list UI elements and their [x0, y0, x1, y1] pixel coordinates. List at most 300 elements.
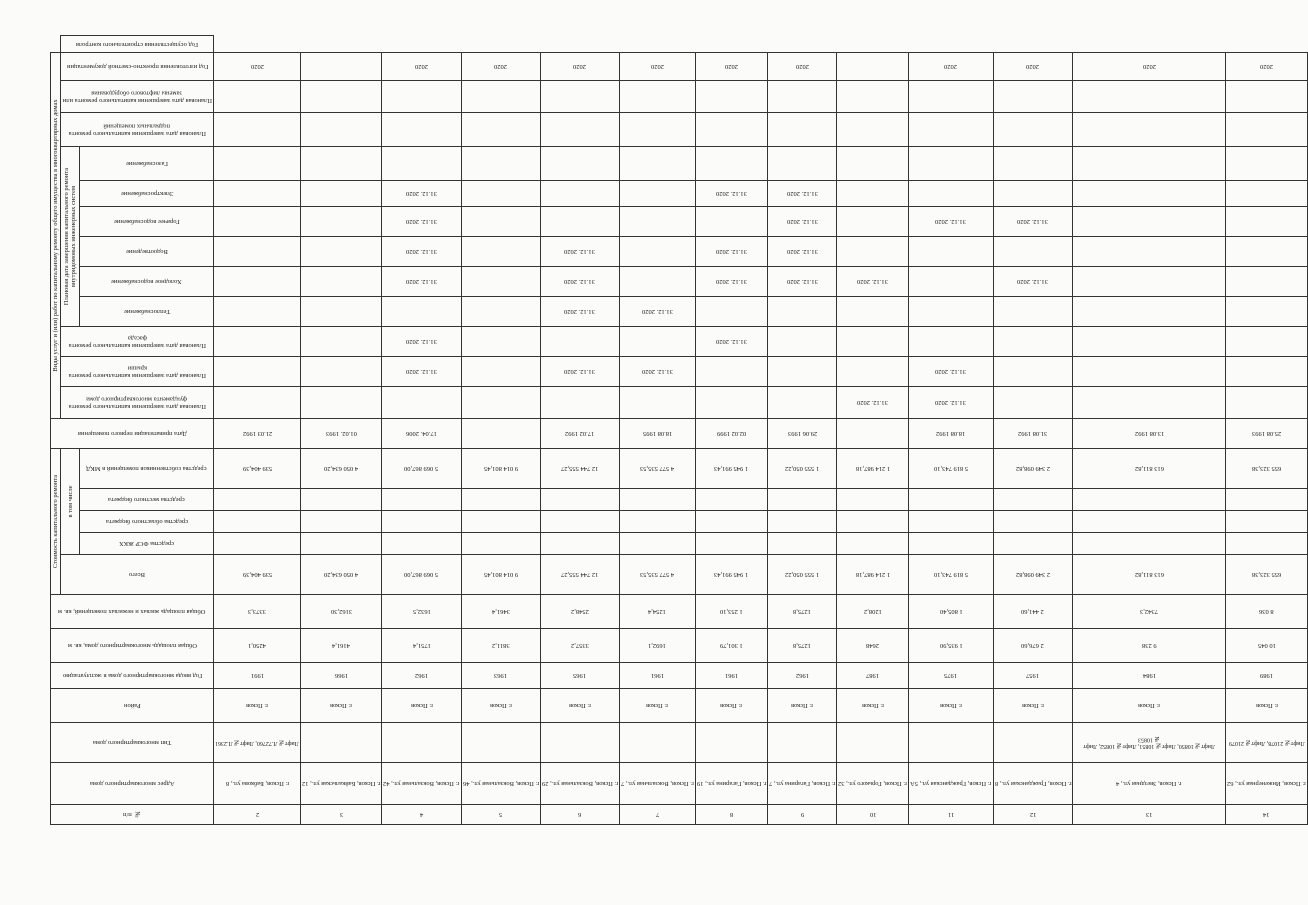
- row-sewer: [1073, 237, 1226, 267]
- row-total-area: 1 935,90: [909, 629, 993, 663]
- row-hot-water: [300, 207, 382, 237]
- row-basement: [909, 113, 993, 147]
- row-cost-region: [300, 511, 382, 533]
- row-lift: [1073, 81, 1226, 113]
- row-lift: [909, 81, 993, 113]
- row-cost-fund: [540, 533, 619, 555]
- row-total-area: 3811,2: [461, 629, 540, 663]
- row-facade: [909, 327, 993, 357]
- row-gas: [695, 147, 768, 181]
- row-living-area: 1208,2: [837, 595, 909, 629]
- row-hot-water: [540, 207, 619, 237]
- row-gas: [619, 147, 695, 181]
- row-cost-fund: [1073, 533, 1226, 555]
- row-type: [909, 723, 993, 763]
- row-total-area: 2 676,60: [993, 629, 1073, 663]
- row-living-area: 1275,8: [768, 595, 837, 629]
- row-type: [768, 723, 837, 763]
- row-living-area: 8 036: [1226, 595, 1308, 629]
- row-basement: [461, 113, 540, 147]
- row-roof: 31.12. 2020: [540, 357, 619, 387]
- row-heat: 31.12. 2020: [540, 297, 619, 327]
- row-cost-owners: 9 014 801,45: [461, 449, 540, 489]
- col-incl: в том числе: [61, 449, 80, 555]
- row-year: 1984: [1073, 663, 1226, 689]
- row-project-year: [300, 52, 382, 80]
- row-foundation: [382, 387, 461, 419]
- row-cold-water: 31.12. 2020: [768, 267, 837, 297]
- row-num: 14: [1226, 805, 1308, 825]
- row-gas: [214, 147, 301, 181]
- row-heat: 31.12. 2020: [619, 297, 695, 327]
- row-foundation: [540, 387, 619, 419]
- row-privat-date: 17.02 1992: [540, 419, 619, 449]
- row-hot-water: 31.12. 2020: [909, 207, 993, 237]
- row-cost-owners: 1 555 050,22: [768, 449, 837, 489]
- row-living-area: 1632,5: [382, 595, 461, 629]
- row-hot-water: 31.12. 2020: [993, 207, 1073, 237]
- row-cost-owners: 4 050 634,20: [300, 449, 382, 489]
- row-heat: [768, 297, 837, 327]
- row-cost-local: [993, 489, 1073, 511]
- row-cost-fund: [1226, 533, 1308, 555]
- row-lift: [382, 81, 461, 113]
- row-gas: [993, 147, 1073, 181]
- row-privat-date: 29.06 1993: [768, 419, 837, 449]
- row-roof: 31.12. 2020: [619, 357, 695, 387]
- row-num: 11: [909, 805, 993, 825]
- row-sewer: [1226, 237, 1308, 267]
- row-heat: [1073, 297, 1226, 327]
- row-facade: [540, 327, 619, 357]
- col-lift: Плановая дата завершения капитального ремонта или замены лифтового оборудования: [61, 81, 214, 113]
- row-electric: [993, 181, 1073, 207]
- row-hot-water: [695, 207, 768, 237]
- row-sewer: 31.12. 2020: [768, 237, 837, 267]
- row-cold-water: [1073, 267, 1226, 297]
- row-cost-region: [619, 511, 695, 533]
- row-privat-date: 31.08 1992: [993, 419, 1073, 449]
- row-num: 9: [768, 805, 837, 825]
- row-roof: [1226, 357, 1308, 387]
- row-foundation: [461, 387, 540, 419]
- row-cost-fund: [300, 533, 382, 555]
- row-privat-date: [837, 419, 909, 449]
- row-electric: [461, 181, 540, 207]
- row-cost-fund: [695, 533, 768, 555]
- col-address: Адрес многоквартирного дома: [51, 763, 214, 805]
- row-cost-local: [619, 489, 695, 511]
- row-heat: [837, 297, 909, 327]
- row-foundation: 31.12. 2020: [837, 387, 909, 419]
- row-electric: 31.12. 2020: [382, 181, 461, 207]
- row-hot-water: [1073, 207, 1226, 237]
- row-roof: 31.12. 2020: [909, 357, 993, 387]
- row-year: 1961: [619, 663, 695, 689]
- row-basement: [300, 113, 382, 147]
- row-heat: [382, 297, 461, 327]
- row-basement: [1226, 113, 1308, 147]
- col-privat-date: Дата приватизации первого помещения: [51, 419, 214, 449]
- row-cost-local: [768, 489, 837, 511]
- row-foundation: [993, 387, 1073, 419]
- row-facade: [300, 327, 382, 357]
- row-cold-water: 31.12. 2020: [540, 267, 619, 297]
- row-address: г. Псков, Бабкова ул., 8: [214, 763, 301, 805]
- row-cost-region: [993, 511, 1073, 533]
- row-roof: [461, 357, 540, 387]
- row-type: Лифт №Л.72760, Лифт №Л.2361: [214, 723, 301, 763]
- row-basement: [540, 113, 619, 147]
- row-cost-total: 4 050 634,20: [300, 555, 382, 595]
- col-cost-region: средства областного бюджета: [80, 511, 214, 533]
- row-cost-owners: 4 577 535,53: [619, 449, 695, 489]
- row-type: [837, 723, 909, 763]
- row-cost-owners: 2 349 098,82: [993, 449, 1073, 489]
- row-living-area: 2 441,60: [993, 595, 1073, 629]
- col-roof: Плановая дата завершения капитального ремонта крыши: [61, 357, 214, 387]
- row-privat-date: 02.02 1999: [695, 419, 768, 449]
- row-cost-fund: [909, 533, 993, 555]
- row-address: г. Псков, Вокзальная ул., 42: [382, 763, 461, 805]
- row-sewer: [909, 237, 993, 267]
- row-num: 10: [837, 805, 909, 825]
- row-year: 1966: [300, 663, 382, 689]
- row-cost-fund: [382, 533, 461, 555]
- col-cost-group: Стоимость капитального ремонта: [51, 449, 61, 595]
- row-roof: [837, 357, 909, 387]
- row-foundation: [619, 387, 695, 419]
- row-cost-owners: 5 819 743,10: [909, 449, 993, 489]
- row-cost-owners: 12 744 555,27: [540, 449, 619, 489]
- row-address: г. Псков, Инженерная ул., 62: [1226, 763, 1308, 805]
- row-living-area: 1 805,40: [909, 595, 993, 629]
- row-cost-local: [214, 489, 301, 511]
- table-header: [51, 36, 214, 825]
- row-type: Лифт №10850, Лифт №10851, Лифт №10852, Лифт №10853: [1073, 723, 1226, 763]
- row-cost-fund: [837, 533, 909, 555]
- row-type: [382, 723, 461, 763]
- row-gas: [540, 147, 619, 181]
- row-gas: [300, 147, 382, 181]
- row-electric: [540, 181, 619, 207]
- row-address: г. Псков, Гражданская ул., 8: [993, 763, 1073, 805]
- table-row: [619, 36, 695, 825]
- row-hot-water: 31.12. 2020: [768, 207, 837, 237]
- row-cost-local: [540, 489, 619, 511]
- col-type: Тип многоквартирного дома: [51, 723, 214, 763]
- row-total-area: 2648: [837, 629, 909, 663]
- row-cost-region: [1226, 511, 1308, 533]
- row-roof: [214, 357, 301, 387]
- row-cost-total: 5 819 743,10: [909, 555, 993, 595]
- row-facade: [1073, 327, 1226, 357]
- row-roof: [1073, 357, 1226, 387]
- row-sewer: [461, 237, 540, 267]
- row-cost-local: [1073, 489, 1226, 511]
- row-privat-date: 13.08 1992: [1073, 419, 1226, 449]
- row-cost-owners: 539 404,39: [214, 449, 301, 489]
- row-privat-date: 18.08 1995: [619, 419, 695, 449]
- row-project-year: 2020: [993, 52, 1073, 80]
- row-electric: 31.12. 2020: [768, 181, 837, 207]
- row-total-area: 9 238: [1073, 629, 1226, 663]
- row-lift: [993, 81, 1073, 113]
- row-lift: [214, 81, 301, 113]
- row-privat-date: 21.03 1992: [214, 419, 301, 449]
- row-electric: [1226, 181, 1308, 207]
- row-total-area: 1 301,79: [695, 629, 768, 663]
- row-sewer: 31.12. 2020: [695, 237, 768, 267]
- row-cold-water: 31.12. 2020: [837, 267, 909, 297]
- row-total-area: 4161,4: [300, 629, 382, 663]
- row-cost-owners: 1 214 987,18: [837, 449, 909, 489]
- row-cost-region: [695, 511, 768, 533]
- row-basement: [619, 113, 695, 147]
- row-cost-local: [382, 489, 461, 511]
- row-cost-total: 4 577 535,53: [619, 555, 695, 595]
- row-hot-water: [214, 207, 301, 237]
- row-project-year: 2020: [909, 52, 993, 80]
- row-district: г. Псков: [300, 689, 382, 723]
- row-address: г. Псков, Байкальская ул., 12: [300, 763, 382, 805]
- row-cold-water: [300, 267, 382, 297]
- row-cost-fund: [461, 533, 540, 555]
- row-num: 3: [300, 805, 382, 825]
- row-district: г. Псков: [909, 689, 993, 723]
- row-gas: [837, 147, 909, 181]
- row-address: г. Псков, Звездная ул., 4: [1073, 763, 1226, 805]
- row-address: г. Псков, Гагарина ул., 7: [768, 763, 837, 805]
- row-cost-total: 5 069 867,00: [382, 555, 461, 595]
- row-cost-total: 539 404,39: [214, 555, 301, 595]
- row-cold-water: [1226, 267, 1308, 297]
- col-gas: Газоснабжение: [80, 147, 214, 181]
- row-district: г. Псков: [1073, 689, 1226, 723]
- row-basement: [214, 113, 301, 147]
- col-control-year: Год осуществления строительного контроля: [61, 36, 214, 53]
- row-basement: [1073, 113, 1226, 147]
- row-hot-water: [619, 207, 695, 237]
- row-living-area: 1254,4: [619, 595, 695, 629]
- row-gas: [1073, 147, 1226, 181]
- row-lift: [540, 81, 619, 113]
- row-project-year: 2020: [619, 52, 695, 80]
- row-num: 5: [461, 805, 540, 825]
- col-heat: Теплоснабжение: [80, 297, 214, 327]
- row-facade: 31.12. 2020: [382, 327, 461, 357]
- row-cost-owners: 5 069 867,00: [382, 449, 461, 489]
- row-total-area: 1751,4: [382, 629, 461, 663]
- row-heat: [461, 297, 540, 327]
- row-num: 12: [993, 805, 1073, 825]
- row-privat-date: 01.02. 1993: [300, 419, 382, 449]
- col-basement: Плановая дата завершения капитального ремонта подвальных помещений: [61, 113, 214, 147]
- row-cost-fund: [768, 533, 837, 555]
- row-type: [300, 723, 382, 763]
- row-living-area: 7342,3: [1073, 595, 1226, 629]
- row-num: 2: [214, 805, 301, 825]
- row-num: 8: [695, 805, 768, 825]
- row-total-area: 1275,8: [768, 629, 837, 663]
- col-district: Район: [51, 689, 214, 723]
- row-type: [540, 723, 619, 763]
- row-cost-region: [214, 511, 301, 533]
- col-cost-owners: средства собственников помещений в МКД: [80, 449, 214, 489]
- row-cost-local: [1226, 489, 1308, 511]
- row-district: г. Псков: [695, 689, 768, 723]
- row-project-year: 2020: [540, 52, 619, 80]
- row-address: г. Псков, Вокзальная ул., 29: [540, 763, 619, 805]
- row-district: г. Псков: [214, 689, 301, 723]
- row-cold-water: 31.12. 2020: [993, 267, 1073, 297]
- row-lift: [768, 81, 837, 113]
- row-cost-region: [768, 511, 837, 533]
- row-sewer: 31.12. 2020: [540, 237, 619, 267]
- row-privat-date: 25.08 1993: [1226, 419, 1308, 449]
- row-heat: [1226, 297, 1308, 327]
- row-cost-region: [837, 511, 909, 533]
- row-district: г. Псков: [461, 689, 540, 723]
- col-year-built: Год ввода многоквартирного дома в эксплуатацию: [51, 663, 214, 689]
- col-facade: Плановая дата завершения капитального ремонта фасада: [61, 327, 214, 357]
- row-gas: [909, 147, 993, 181]
- row-sewer: 31.12. 2020: [382, 237, 461, 267]
- row-project-year: 2020: [1226, 52, 1308, 80]
- row-facade: [837, 327, 909, 357]
- row-type: Лифт №21078, Лифт №21079: [1226, 723, 1308, 763]
- table-row: [540, 36, 619, 825]
- row-hot-water: [837, 207, 909, 237]
- row-cost-local: [695, 489, 768, 511]
- row-privat-date: 17.04. 2006: [382, 419, 461, 449]
- row-cold-water: [461, 267, 540, 297]
- row-year: 1975: [909, 663, 993, 689]
- row-roof: [695, 357, 768, 387]
- table-body: [214, 36, 1308, 825]
- row-heat: [695, 297, 768, 327]
- row-facade: [1226, 327, 1308, 357]
- row-gas: [461, 147, 540, 181]
- row-foundation: [214, 387, 301, 419]
- col-living-area: Общая площадь жилых и нежилых помещений, кв. м: [51, 595, 214, 629]
- col-cost-local: средства местного бюджета: [80, 489, 214, 511]
- col-project-year: Год изготовления проектно-сметной документации: [61, 52, 214, 80]
- row-cost-fund: [993, 533, 1073, 555]
- row-year: 1989: [1226, 663, 1308, 689]
- row-privat-date: 18.08 1992: [909, 419, 993, 449]
- row-lift: [300, 81, 382, 113]
- row-cost-region: [540, 511, 619, 533]
- row-basement: [695, 113, 768, 147]
- row-year: 1962: [768, 663, 837, 689]
- row-heat: [993, 297, 1073, 327]
- table-row: [768, 36, 837, 825]
- row-facade: [768, 327, 837, 357]
- row-lift: [695, 81, 768, 113]
- row-sewer: [993, 237, 1073, 267]
- row-hot-water: 31.12. 2020: [382, 207, 461, 237]
- row-heat: [300, 297, 382, 327]
- col-foundation: Плановая дата завершения капитального ремонта фундамента многоквартирного дома: [61, 387, 214, 419]
- row-electric: [619, 181, 695, 207]
- row-cost-local: [909, 489, 993, 511]
- row-cold-water: [619, 267, 695, 297]
- row-roof: [300, 357, 382, 387]
- row-foundation: [768, 387, 837, 419]
- row-sewer: [837, 237, 909, 267]
- row-num: 13: [1073, 805, 1226, 825]
- row-foundation: [1073, 387, 1226, 419]
- row-cost-region: [461, 511, 540, 533]
- row-district: г. Псков: [540, 689, 619, 723]
- row-year: 1963: [461, 663, 540, 689]
- row-year: 1962: [382, 663, 461, 689]
- row-project-year: 2020: [695, 52, 768, 80]
- table-row: [300, 36, 382, 825]
- row-lift: [837, 81, 909, 113]
- row-facade: [619, 327, 695, 357]
- row-total-area: 1692,1: [619, 629, 695, 663]
- row-cost-owners: 613 811,82: [1073, 449, 1226, 489]
- row-cost-total: 1 214 987,18: [837, 555, 909, 595]
- row-cost-local: [461, 489, 540, 511]
- row-electric: [214, 181, 301, 207]
- row-project-year: [837, 52, 909, 80]
- row-gas: [1226, 147, 1308, 181]
- row-project-year: 2020: [382, 52, 461, 80]
- row-cost-region: [909, 511, 993, 533]
- row-cost-region: [382, 511, 461, 533]
- row-facade: [214, 327, 301, 357]
- row-electric: [300, 181, 382, 207]
- row-sewer: [619, 237, 695, 267]
- row-hot-water: [461, 207, 540, 237]
- row-gas: [768, 147, 837, 181]
- row-heat: [214, 297, 301, 327]
- row-address: г. Псков, Гражданская ул., 5А: [909, 763, 993, 805]
- row-living-area: 1 253,10: [695, 595, 768, 629]
- col-num: № п/п: [51, 805, 214, 825]
- row-district: г. Псков: [1226, 689, 1308, 723]
- row-district: г. Псков: [993, 689, 1073, 723]
- row-cost-owners: 655 323,38: [1226, 449, 1308, 489]
- row-cost-local: [837, 489, 909, 511]
- row-cold-water: 31.12. 2020: [382, 267, 461, 297]
- row-cost-region: [1073, 511, 1226, 533]
- row-lift: [461, 81, 540, 113]
- row-cold-water: 31.12. 2020: [695, 267, 768, 297]
- row-cost-owners: 1 945 991,43: [695, 449, 768, 489]
- row-district: г. Псков: [619, 689, 695, 723]
- row-cost-total: 655 323,38: [1226, 555, 1308, 595]
- row-living-area: 3461,4: [461, 595, 540, 629]
- row-foundation: [695, 387, 768, 419]
- row-basement: [768, 113, 837, 147]
- row-address: г. Псков, Вокзальная ул., 7: [619, 763, 695, 805]
- row-year: 1987: [837, 663, 909, 689]
- row-heat: [909, 297, 993, 327]
- row-num: 6: [540, 805, 619, 825]
- row-roof: 31.12. 2020: [382, 357, 461, 387]
- repair-register-table: [50, 35, 1308, 825]
- row-living-area: 3162,30: [300, 595, 382, 629]
- row-total-area: 10 045: [1226, 629, 1308, 663]
- col-cost-total: Всего: [61, 555, 214, 595]
- row-cost-total: 2 349 098,82: [993, 555, 1073, 595]
- row-facade: 31.12. 2020: [695, 327, 768, 357]
- row-privat-date: [461, 419, 540, 449]
